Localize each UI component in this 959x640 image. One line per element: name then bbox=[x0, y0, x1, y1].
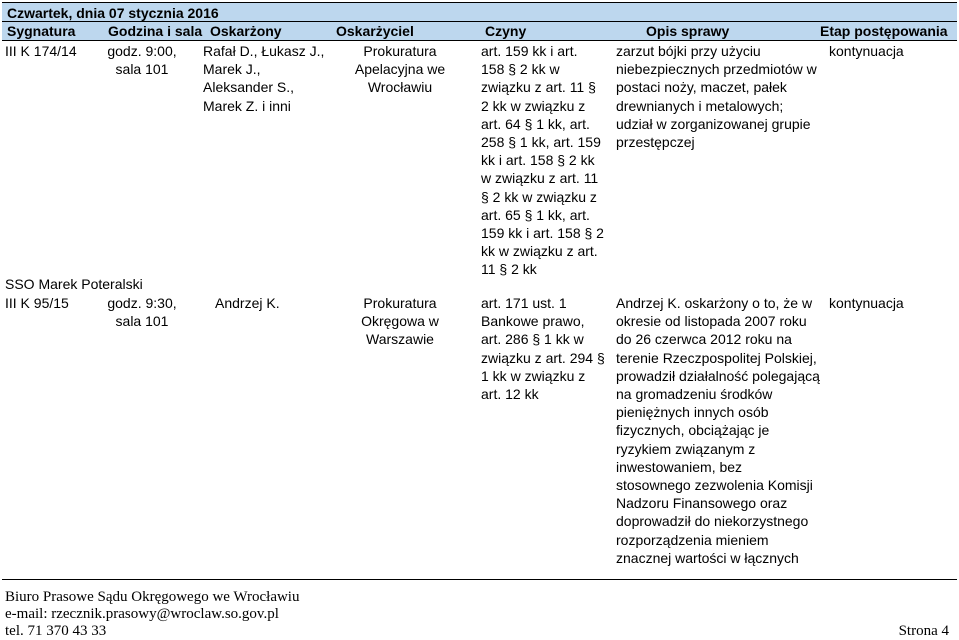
column-header-oskarzony: Oskarżony bbox=[210, 23, 282, 39]
column-header-oskarzyciel: Oskarżyciel bbox=[336, 23, 414, 39]
footer-phone-row bbox=[5, 623, 949, 640]
case-opis: Andrzej K. oskarżony o to, że w okresie od listopada 2007 roku do 26 czerwca 2012 roku na terenie Rzeczpospolitej Polskiej, prowadził działalność polegającą na gromadzeniu środków pieniężnych innych osób fizycznych, obciążając je ryzykiem związanym z inwestowaniem, bez stosownego zezwolenia Komisji Nadzoru Finansowego oraz doprowadził do niekorzystnego rozporządzenia mieniem znacznej wartości w łącznych bbox=[616, 295, 820, 566]
footer-phone: tel. 71 370 43 33 bbox=[5, 623, 107, 639]
column-header-etap: Etap postępowania bbox=[820, 23, 948, 39]
case-godzina: godz. 9:30, sala 101 bbox=[107, 295, 177, 330]
column-header-sygnatura: Sygnatura bbox=[7, 23, 76, 39]
case-sygnatura: III K 174/14 bbox=[5, 43, 77, 59]
date-label: Czwartek, dnia 07 stycznia 2016 bbox=[7, 5, 219, 21]
case-etap: kontynuacja bbox=[829, 43, 904, 59]
case-etap: kontynuacja bbox=[829, 295, 904, 311]
case-oskarzyciel: Prokuratura Apelacyjna we Wrocławiu bbox=[354, 43, 446, 96]
column-header-opis: Opis sprawy bbox=[646, 23, 730, 39]
case-czyny: art. 171 ust. 1 Bankowe prawo, art. 286 § 1 kk w związku z art. 294 § 1 kk w związku z art. 12 kk bbox=[481, 295, 605, 403]
case-czyny: art. 159 kk i art. 158 § 2 kk w związku z art. 11 § 2 kk w związku z art. 64 § 1 kk, art. 258 § 1 kk, art. 159 kk i art. 158 § 2 kk w związku z art. 11 § 2 kk w związku z art. 65 § 1 kk, art. 159 kk i art. 158 § 2 kk w związku z art. 11 § 2 kk bbox=[481, 43, 604, 278]
case-oskarzony: Andrzej K. bbox=[215, 295, 280, 311]
column-header-czyny: Czyny bbox=[485, 23, 527, 39]
date-header-row bbox=[2, 2, 957, 22]
footer-email: e-mail: rzecznik.prasowy@wroclaw.so.gov.pl bbox=[5, 606, 279, 622]
case-opis: zarzut bójki przy użyciu niebezpiecznych przedmiotów w postaci noży, maczet, pałek drewnianych i metalowych; udział w zorganizowanej grupie przestępczej bbox=[616, 43, 817, 151]
case-oskarzyciel: Prokuratura Okręgowa w Warszawie bbox=[361, 295, 439, 348]
footer-office: Biuro Prasowe Sądu Okręgowego we Wrocławiu bbox=[5, 589, 300, 605]
case-godzina: godz. 9:00, sala 101 bbox=[107, 43, 177, 78]
page-number: Strona 4 bbox=[898, 623, 949, 639]
case-oskarzony: Rafał D., Łukasz J., Marek J., Aleksander S., Marek Z. i inni bbox=[203, 43, 325, 114]
judge-section-label: SSO Marek Poteralski bbox=[5, 276, 143, 292]
column-header-godzina: Godzina i sala bbox=[108, 23, 203, 39]
column-header-row bbox=[2, 22, 957, 41]
footer-divider bbox=[2, 579, 957, 580]
case-sygnatura: III K 95/15 bbox=[5, 295, 69, 311]
